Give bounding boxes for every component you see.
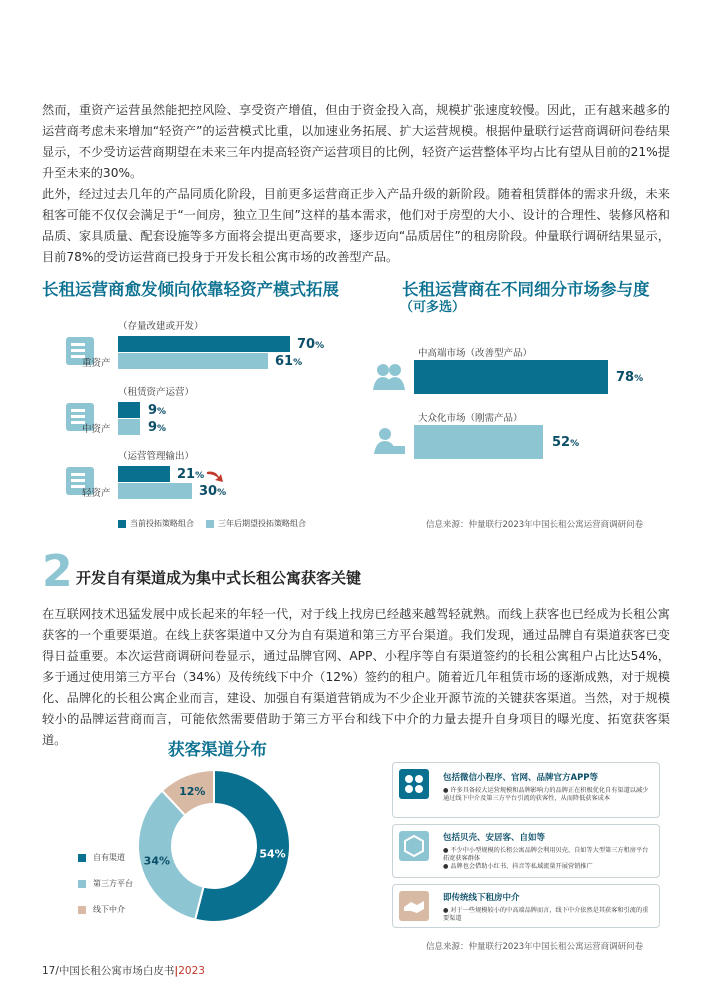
- pie-legend-label: 线下中介: [93, 905, 125, 914]
- intro-paragraph-1: 然而，重资产运营虽然能把控风险、享受资产增值，但由于资金投入高，规模扩张速度较慢。因此，正有越来越多的运营商考虑未来增加“轻资产”的运营模式比重，以加速业务拓展、扩大运营规模。根据仲量联行运营商调研问卷结果显示，不少受访运营商期望在未来三年内提高轻资产运营项目的比例，轻资产运营整体平均占比有望从目前的21%提升至未来的30%。: [42, 103, 670, 180]
- chart1-category: 中资产: [82, 424, 111, 435]
- card-text: ● 对于一些规模较小的中高端品牌而言，线下中介依然是其获客和引流的重要渠道: [443, 907, 649, 922]
- footer-page: 17/中国长租公寓市场白皮书: [42, 965, 175, 977]
- cube-icon: [399, 831, 429, 861]
- chart1-title: 长租运营商愈发倾向依靠轻资产模式拓展: [42, 280, 339, 299]
- legend-label-future: 三年后期望投拓策略组合: [218, 519, 306, 528]
- person-laptop-icon: [372, 426, 406, 456]
- chart1-value-current: 70%: [297, 337, 325, 352]
- pie-label-2: 12%: [179, 785, 206, 799]
- chart2-row-label: 中高端市场（改善型产品）: [418, 348, 533, 359]
- chart2-bar: [414, 425, 543, 459]
- handshake-icon: [399, 891, 429, 921]
- chart1-bar-future: [118, 353, 268, 369]
- footer-year: 2023: [178, 965, 205, 977]
- chart2-row-label: 大众化市场（刚需产品）: [418, 413, 523, 424]
- grid-icon: [399, 769, 429, 799]
- chart1-category: 重资产: [82, 358, 111, 369]
- intro-paragraph-2: 此外，经过过去几年的产品同质化阶段，目前更多运营商正步入产品升级的新阶段。随着租赁群体的需求升级，未来租客可能不仅仅会满足于“一间房，独立卫生间”这样的基本需求，他们对于房型的大小、设计的合理性、装修风格和品质、家具质量、配套设施等多方面将会提出更高要求，逐步迈向“品质居住”的租房阶段。仲量联行调研结果显示，目前78%的受访运营商已投身于开发长租公寓市场的改善型产品。: [42, 187, 670, 264]
- card-text: ● 许多具备较大运营规模和品牌影响力的品牌正在积极优化自有渠道以减少通过线下中介及第三方平台引流的获客性，从而降低获客成本: [443, 787, 649, 802]
- chart1-bar-current: [118, 336, 290, 352]
- pie-legend-label: 第三方平台: [93, 879, 133, 888]
- chart2-title: 长租运营商在不同细分市场参与度: [402, 280, 650, 299]
- chart2-subtitle: （可多选）: [400, 300, 466, 315]
- chart1-bar-future: [118, 483, 192, 499]
- source-note: 信息来源：仲量联行2023年中国长租公寓运营商调研问卷: [426, 942, 644, 952]
- card-text: ● 不少中小型规模的长租公寓品牌会利用贝壳、自如等大型第三方租房平台拓宽获客群体 ● 品牌也会借助小红书、抖音等私域流量开展营销推广: [443, 847, 649, 870]
- chart1-value-future: 9%: [148, 420, 167, 435]
- pie-legend-swatch: [78, 880, 86, 888]
- chart1-bar-future: [118, 419, 140, 435]
- channel-card: [392, 762, 660, 818]
- chart1-note: （运营管理输出）: [118, 451, 195, 462]
- source-note: 信息来源：仲量联行2023年中国长租公寓运营商调研问卷: [426, 520, 644, 530]
- pie-chart: [136, 768, 292, 924]
- chart2-bar: [414, 360, 608, 394]
- people-icon: [372, 362, 406, 392]
- pie-legend-label: 自有渠道: [93, 853, 125, 862]
- chart1-bar-current: [118, 402, 140, 418]
- chart1-category: 轻资产: [82, 488, 111, 499]
- pie-label-0: 54%: [259, 847, 286, 861]
- pie-legend-swatch: [78, 854, 86, 862]
- legend-swatch-future: [206, 520, 214, 528]
- section-paragraph: 在互联网技术迅猛发展中成长起来的年轻一代，对于线上找房已经越来越驾轻就熟。而线上获客也已经成为长租公寓获客的一个重要渠道。在线上获客渠道中又分为自有渠道和第三方平台渠道。我们发现，通过品牌自有渠道获客已变得日益重要。本次运营商调研问卷显示，通过品牌官网、APP、小程序等自有渠道签约的长租公寓租户占比达54%，多于通过使用第三方平台（34%）及传统线下中介（12%）签约的租户。随着近几年租赁市场的逐渐成熟，对于规模化、品牌化的长租公寓企业而言，建设、加强自有渠道营销成为不少企业开源节流的关键获客渠道。当然，对于规模较小的品牌运营商而言，可能依然需要借助于第三方平台和线下中介的力量去提升自身项目的曝光度、拓宽获客渠道。: [42, 607, 670, 747]
- channel-card: [392, 824, 660, 878]
- legend-label-current: 当前投拓策略组合: [130, 519, 194, 528]
- trend-arrow-icon: [205, 468, 227, 484]
- chart1-note: （租赁资产运营）: [118, 387, 195, 398]
- pie-label-1: 34%: [143, 854, 171, 868]
- chart1-value-future: 30%: [199, 484, 227, 499]
- chart1-value-current: 9%: [148, 403, 167, 418]
- page-footer: 17/中国长租公寓市场白皮书|2023: [42, 965, 205, 977]
- section-title: 开发自有渠道成为集中式长租公寓获客关键: [76, 569, 362, 587]
- legend-swatch-current: [118, 520, 126, 528]
- card-title: 包括贝壳、安居客、自如等: [443, 833, 546, 843]
- section-number: 2: [42, 546, 73, 597]
- card-title: 包括微信小程序、官网、品牌官方APP等: [443, 773, 599, 783]
- pie-legend-swatch: [78, 906, 86, 914]
- card-title: 即传统线下租房中介: [443, 893, 520, 903]
- chart2-value: 78%: [616, 370, 644, 385]
- channel-card: [392, 884, 660, 928]
- chart1-bar-current: [118, 466, 170, 482]
- chart1-value-current: 21%: [177, 467, 205, 482]
- chart1-note: （存量改建或开发）: [118, 321, 204, 332]
- pie-title: 获客渠道分布: [168, 740, 267, 759]
- chart1-value-future: 61%: [275, 354, 303, 369]
- chart2-value: 52%: [552, 435, 580, 450]
